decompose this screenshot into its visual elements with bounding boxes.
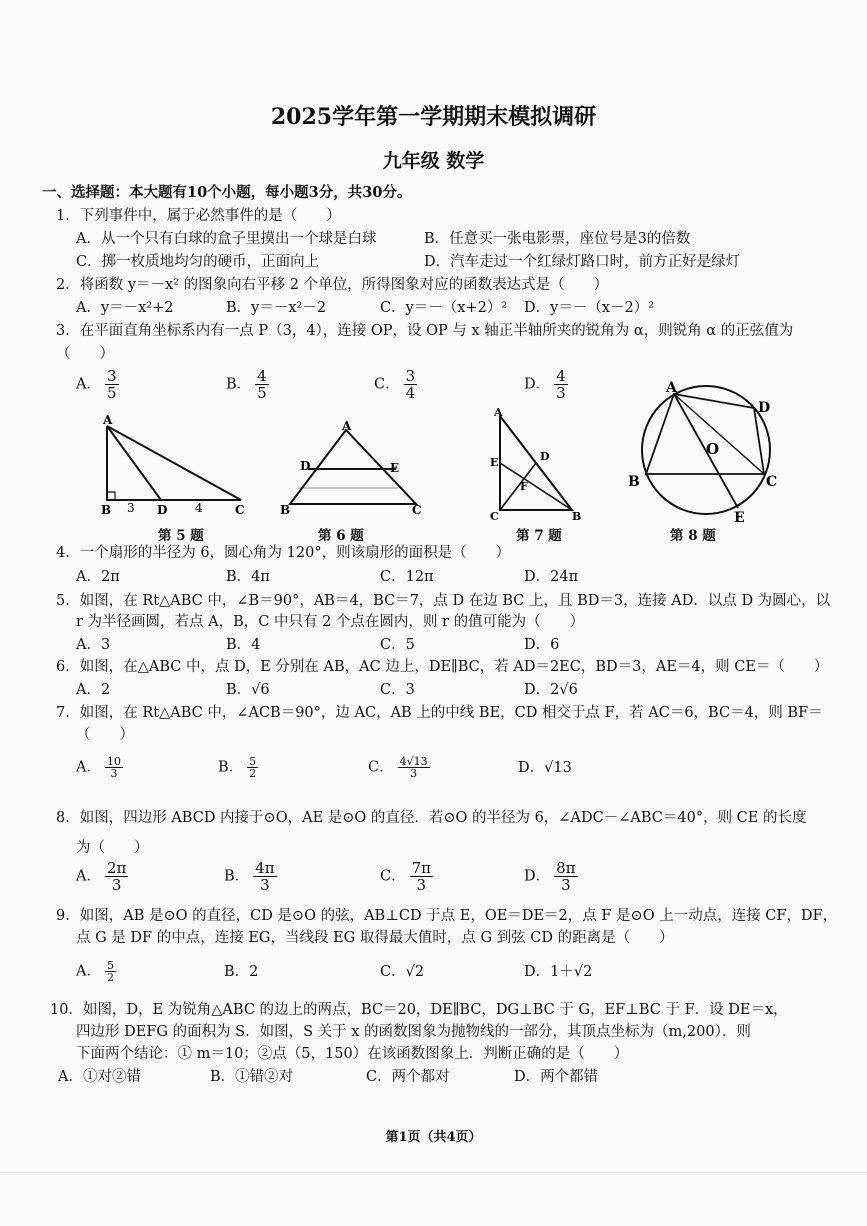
fraction: $\frac{4\pi}{3}$	[255, 859, 275, 894]
label-f: F	[520, 480, 528, 493]
q6-option-d: D．2√6	[524, 682, 578, 698]
q1-option-d: D．汽车走过一个红绿灯路口时，前方正好是绿灯	[424, 254, 741, 270]
label-c: C	[766, 474, 778, 490]
figure-8	[626, 376, 786, 526]
figure-6	[278, 418, 428, 522]
median-cd	[500, 463, 536, 510]
q1-option-a: A．从一个只有白球的盒子里摸出一个球是白球	[76, 231, 377, 247]
label-e: E	[734, 510, 745, 526]
q7-option-a: A． $\frac{10}{3}$	[76, 755, 121, 780]
segment-ad	[107, 426, 161, 500]
fraction: $\frac{3}{4}$	[405, 367, 416, 402]
page-footer: 第1页（共4页）	[385, 1130, 482, 1145]
divider	[0, 1172, 867, 1173]
label-a: A	[494, 406, 503, 419]
figure-5	[95, 412, 255, 522]
q10-stem-cont2: 下面两个结论：① m＝10；②点（5，150）在该函数图象上．判断正确的是（ ）	[76, 1046, 629, 1062]
q6-option-b: B．√6	[226, 682, 270, 698]
q7-option-b: B． $\frac{5}{2}$	[218, 755, 257, 780]
q9-option-c: C．√2	[380, 964, 425, 980]
q2-option-a: A．y＝－x²+2	[76, 300, 174, 316]
fraction: $\frac{8\pi}{3}$	[556, 859, 576, 894]
page-subtitle: 九年级 数学	[382, 150, 485, 172]
label-c: C	[235, 503, 245, 517]
fraction: $\frac{7\pi}{3}$	[411, 859, 432, 894]
label-e: E	[490, 456, 499, 469]
fraction: $\frac{5}{2}$	[249, 755, 257, 780]
q6-option-c: C．3	[380, 682, 415, 698]
q5-option-d: D．6	[524, 637, 560, 653]
q5-stem-cont: r 为半径画圆，若点 A，B，C 中只有 2 个点在圆内，则 r 的值可能为（ ）	[76, 614, 585, 630]
q1-option-c: C．掷一枚质地均匀的硬币，正面向上	[76, 254, 320, 270]
q2-stem: 2．将函数 y＝－x² 的图象向右平移 2 个单位，所得图象对应的函数表达式是（ ）	[56, 277, 609, 293]
figure-6-caption: 第 6 题	[318, 528, 364, 544]
q10-option-b: B．①错②对	[210, 1069, 294, 1085]
q10-option-c: C．两个都对	[366, 1069, 450, 1085]
q4-option-d: D．24π	[524, 569, 579, 585]
q4-stem: 4．一个扇形的半径为 6，圆心角为 120°，则该扇形的面积是（ ）	[56, 545, 511, 561]
label-d: D	[758, 400, 771, 416]
label-b: B	[280, 503, 291, 517]
label-a: A	[342, 419, 352, 433]
q3-stem: 3．在平面直角坐标系内有一点 P（3，4），连接 OP，设 OP 与 x 轴正半轴所夹的锐角为 α，则锐角 α 的正弦值为	[56, 323, 794, 339]
label-a: A	[103, 413, 113, 427]
q8-stem: 8．如图，四边形 ABCD 内接于⊙O，AE 是⊙O 的直径．若⊙O 的半径为 6，∠ADC－∠ABC＝40°，则 CE 的长度	[56, 810, 807, 826]
fraction: $\frac{5}{2}$	[106, 959, 114, 984]
triangle-abc	[107, 426, 241, 500]
q4-option-a: A．2π	[76, 569, 120, 585]
label-length-3: 3	[127, 501, 135, 515]
q7-stem-cont: （ ）	[76, 727, 134, 743]
right-angle-mark	[107, 492, 115, 500]
q8-option-c: C． $\frac{7\pi}{3}$	[380, 859, 432, 894]
q10-option-a: A．①对②错	[58, 1069, 141, 1085]
q9-stem-cont: 点 G 是 DF 的中点，连接 EG，当线段 EG 取得最大值时，点 G 到弦 CD 的距离是（ ）	[76, 930, 674, 946]
figure-7-caption: 第 7 题	[516, 528, 562, 544]
q5-stem: 5．如图，在 Rt△ABC 中，∠B＝90°，AB＝4，BC＝7，点 D 在边 BC 上，且 BD＝3，连接 AD．以点 D 为圆心，以	[56, 593, 831, 609]
q4-option-c: C．12π	[380, 569, 434, 585]
label-length-4: 4	[195, 501, 203, 515]
figure-8-caption: 第 8 题	[670, 528, 716, 544]
q9-stem: 9．如图，AB 是⊙O 的直径，CD 是⊙O 的弦，AB⊥CD 于点 E，OE＝DE＝2，点 F 是⊙O 上一动点，连接 CF，DF，	[56, 908, 838, 924]
q7-stem: 7．如图，在 Rt△ABC 中，∠ACB＝90°，边 AC，AB 上的中线 BE，CD 相交于点 F，若 AC＝6，BC＝4，则 BF＝	[56, 705, 823, 721]
label-b: B	[628, 474, 640, 490]
q9-option-b: B．2	[224, 964, 259, 980]
q9-option-d: D．1＋√2	[524, 964, 593, 980]
segment-ac	[674, 394, 764, 474]
q4-option-b: B．4π	[226, 569, 270, 585]
q2-option-c: C．y＝－（x+2）²	[380, 300, 508, 316]
q6-option-a: A．2	[76, 682, 111, 698]
label-a: A	[666, 380, 677, 396]
quadrilateral-abcd	[646, 394, 764, 474]
fraction: $\frac{2\pi}{3}$	[106, 859, 127, 894]
q5-option-a: A．3	[76, 637, 111, 653]
label-e: E	[390, 461, 400, 475]
q8-option-d: D． $\frac{8\pi}{3}$	[524, 859, 576, 894]
q10-stem: 10．如图，D，E 为锐角△ABC 的边上的两点，BC＝20，DE∥BC，DG⊥BC 于 G，EF⊥BC 于 F．设 DE＝x，	[50, 1002, 788, 1018]
label-c: C	[412, 503, 422, 517]
q3-option-a: A． $\frac{3}{5}$	[76, 367, 117, 402]
q3-option-d: D． $\frac{4}{3}$	[524, 367, 566, 402]
q8-option-b: B． $\frac{4\pi}{3}$	[224, 859, 275, 894]
label-d: D	[540, 450, 550, 463]
fraction: $\frac{3}{5}$	[106, 367, 117, 402]
label-b: B	[572, 510, 582, 522]
label-d: D	[300, 459, 311, 473]
q3-stem-cont: （ ）	[56, 346, 114, 362]
page-title: 2025学年第一学期期末模拟调研	[270, 104, 597, 130]
q2-option-d: D．y＝－（x－2）²	[524, 300, 655, 316]
q7-option-c: C． $\frac{4√13}{3}$	[368, 755, 428, 780]
q8-stem-cont: 为（ ）	[76, 840, 149, 856]
fraction: $\frac{4}{3}$	[556, 367, 566, 402]
label-b: B	[101, 503, 112, 517]
q6-stem: 6．如图，在△ABC 中，点 D，E 分别在 AB，AC 边上，DE∥BC，若 AD＝2EC，BD＝3，AE＝4，则 CE＝（ ）	[56, 659, 829, 675]
q7-option-d: D．√13	[518, 760, 572, 776]
fraction: $\frac{4}{5}$	[257, 367, 267, 402]
q5-option-c: C．5	[380, 637, 415, 653]
label-d: D	[157, 503, 168, 517]
q10-stem-cont: 四边形 DEFG 的面积为 S．如图，S 关于 x 的函数图象为抛物线的一部分，其顶点坐标为（m,200）．则	[76, 1024, 751, 1040]
section-heading: 一、选择题：本大题有10个小题，每小题3分，共30分。	[42, 184, 412, 201]
q5-option-b: B．4	[226, 637, 261, 653]
q10-option-d: D．两个都错	[514, 1069, 599, 1085]
q9-option-a: A． $\frac{5}{2}$	[76, 959, 114, 984]
figure-7	[480, 406, 590, 522]
median-be	[500, 463, 572, 510]
label-c: C	[490, 510, 499, 522]
fraction: $\frac{10}{3}$	[106, 755, 121, 780]
q3-option-b: B． $\frac{4}{5}$	[226, 367, 267, 402]
figure-5-caption: 第 5 题	[158, 528, 204, 544]
q1-stem: 1．下列事件中，属于必然事件的是（ ）	[56, 208, 341, 224]
fraction: $\frac{4√13}{3}$	[399, 755, 428, 780]
q8-option-a: A． $\frac{2\pi}{3}$	[76, 859, 127, 894]
q1-option-b: B．任意买一张电影票，座位号是3的倍数	[424, 231, 691, 247]
q3-option-c: C． $\frac{3}{4}$	[374, 367, 416, 402]
label-o: O	[706, 440, 720, 458]
q2-option-b: B．y＝－x²－2	[226, 300, 327, 316]
